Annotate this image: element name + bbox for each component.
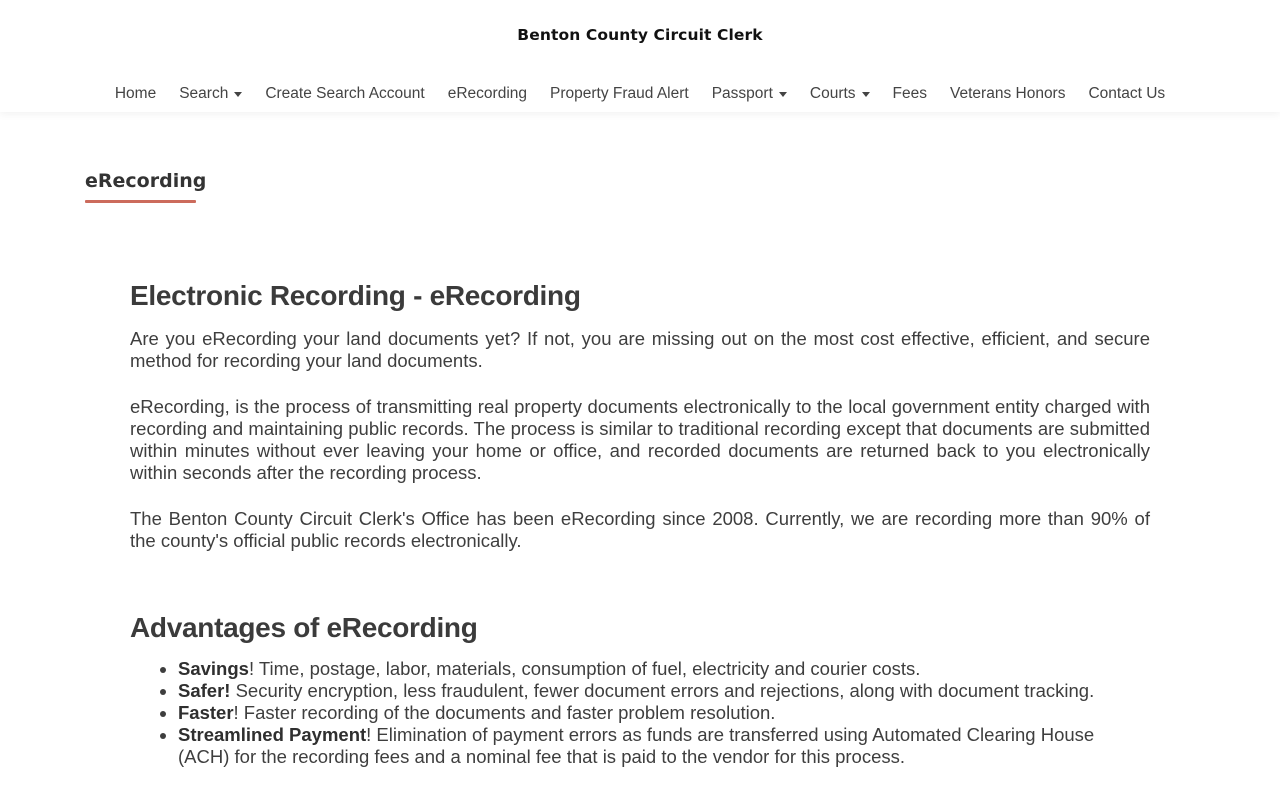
nav-label: Veterans Honors	[950, 85, 1066, 102]
list-item	[178, 702, 1150, 724]
list-item	[178, 658, 1150, 680]
nav-item-passport[interactable]	[700, 83, 798, 105]
content-title: Electronic Recording - eRecording	[130, 280, 581, 311]
nav-label: Passport	[711, 85, 773, 102]
advantage-bold: Savings	[178, 658, 249, 679]
advantage-bold: Streamlined Payment	[178, 724, 367, 745]
heading-underline	[85, 200, 196, 203]
nav-label: Courts	[809, 85, 856, 102]
nav-item-courts[interactable]	[798, 83, 881, 105]
page-heading: eRecording	[85, 170, 207, 192]
advantage-bold: Safer!	[178, 680, 231, 701]
advantage-text: ! Elimination of payment errors as funds are transferred using Automated Clearing House (ACH) for the recording fees and a nominal fee that is paid to the vendor for this process.	[178, 724, 1095, 767]
list-item	[178, 680, 1150, 702]
nav-label: Search	[179, 85, 229, 102]
nav-item-contact-us[interactable]	[1077, 83, 1177, 105]
nav-label: Fees	[892, 85, 928, 102]
advantage-text: ! Time, postage, labor, materials, consumption of fuel, electricity and courier costs.	[248, 658, 921, 679]
nav-label: Property Fraud Alert	[550, 85, 689, 102]
caret-down-icon	[862, 92, 870, 97]
advantages-title: Advantages of eRecording	[130, 612, 478, 643]
caret-down-icon	[234, 92, 242, 97]
nav-item-search[interactable]	[168, 83, 254, 105]
advantage-text: ! Faster recording of the documents and faster problem resolution.	[233, 702, 776, 723]
list-item	[178, 724, 1150, 768]
nav-item-create-search-account[interactable]	[254, 83, 436, 105]
nav-item-erecording[interactable]	[436, 83, 538, 105]
site-title[interactable]: Benton County Circuit Clerk	[517, 26, 763, 44]
nav-item-home[interactable]	[103, 83, 167, 105]
advantage-text: Security encryption, less fraudulent, fewer document errors and rejections, along with document tracking.	[230, 680, 1095, 701]
advantage-bold: Faster	[178, 702, 234, 723]
definition-paragraph: eRecording, is the process of transmitting real property documents electronically to the local government entity charged with recording and maintaining public records. The process is similar to traditional recording except that documents are submitted within minutes without ever leaving your home or office, and recorded documents are returned back to you electronically within seconds after the recording process.	[130, 396, 1150, 483]
nav-label: Create Search Account	[265, 85, 425, 102]
nav-item-fees[interactable]	[881, 83, 938, 105]
site-header	[0, 0, 1280, 112]
main-nav	[0, 83, 1280, 105]
caret-down-icon	[779, 92, 787, 97]
nav-item-property-fraud-alert[interactable]	[539, 83, 701, 105]
nav-item-veterans-honors[interactable]	[939, 83, 1077, 105]
nav-label: Home	[114, 85, 157, 102]
history-paragraph: The Benton County Circuit Clerk's Office has been eRecording since 2008. Currently, we are recording more than 90% of the county's official public records electronically.	[130, 508, 1150, 551]
nav-label: Contact Us	[1088, 85, 1166, 102]
intro-paragraph: Are you eRecording your land documents yet? If not, you are missing out on the most cost effective, efficient, and secure method for recording your land documents.	[130, 328, 1150, 371]
advantages-list	[178, 658, 1150, 768]
main-content	[130, 280, 1150, 768]
nav-label: eRecording	[447, 85, 528, 102]
